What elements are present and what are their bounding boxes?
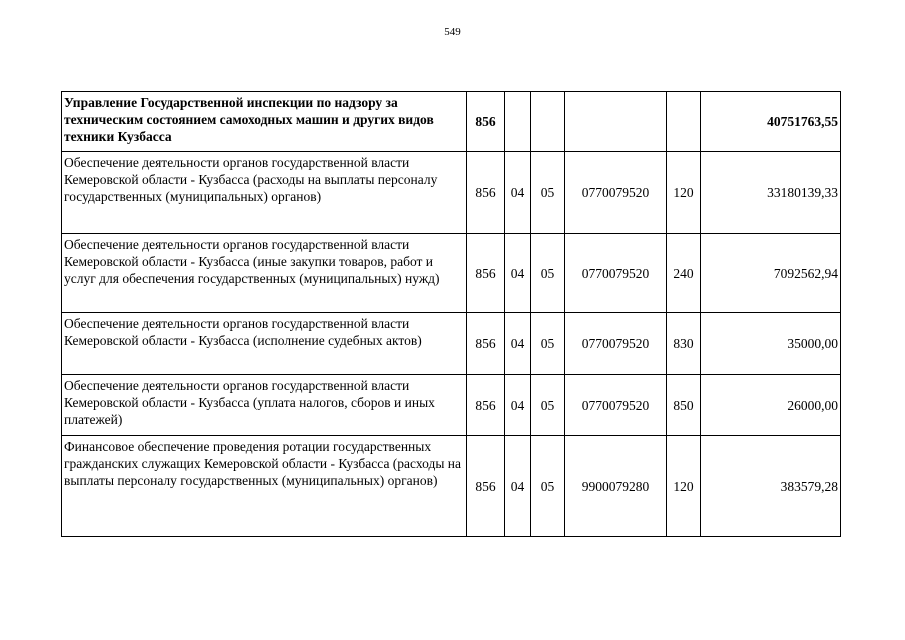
target-code: 0770079520: [565, 152, 667, 234]
row-name: Обеспечение деятельности органов государственной власти Кемеровской области - Кузбасса (иные закупки товаров, работ и услуг для обеспечения государственных (муниципальных) нужд): [62, 234, 467, 313]
ministry-code: 856: [467, 375, 505, 436]
amount: 33180139,33: [701, 152, 841, 234]
target-code: 9900079280: [565, 436, 667, 537]
amount: 26000,00: [701, 375, 841, 436]
ministry-code: 856: [467, 234, 505, 313]
section-code: 04: [505, 234, 531, 313]
row-name: Управление Государственной инспекции по надзору за техническим состоянием самоходных машин и других видов техники Кузбасса: [62, 92, 467, 152]
table-row: [62, 152, 841, 234]
target-code: 0770079520: [565, 313, 667, 375]
subsection-code: 05: [531, 375, 565, 436]
subsection-code: 05: [531, 313, 565, 375]
section-code: 04: [505, 375, 531, 436]
expense-type-code: 830: [667, 313, 701, 375]
ministry-code: 856: [467, 436, 505, 537]
row-name: Обеспечение деятельности органов государственной власти Кемеровской области - Кузбасса (расходы на выплаты персоналу государственных (муниципальных) органов): [62, 152, 467, 234]
ministry-code: 856: [467, 313, 505, 375]
amount: 40751763,55: [701, 92, 841, 152]
target-code: [565, 92, 667, 152]
table-row: [62, 436, 841, 537]
table-row: [62, 313, 841, 375]
target-code: 0770079520: [565, 375, 667, 436]
table-row: [62, 234, 841, 313]
subsection-code: 05: [531, 436, 565, 537]
amount: 7092562,94: [701, 234, 841, 313]
ministry-code: 856: [467, 92, 505, 152]
budget-table: [61, 91, 841, 537]
table-row: [62, 92, 841, 152]
row-name: Обеспечение деятельности органов государственной власти Кемеровской области - Кузбасса (исполнение судебных актов): [62, 313, 467, 375]
page-number: 549: [444, 26, 461, 38]
section-code: 04: [505, 152, 531, 234]
expense-type-code: 240: [667, 234, 701, 313]
amount: 383579,28: [701, 436, 841, 537]
target-code: 0770079520: [565, 234, 667, 313]
section-code: [505, 92, 531, 152]
expense-type-code: 120: [667, 436, 701, 537]
ministry-code: 856: [467, 152, 505, 234]
section-code: 04: [505, 436, 531, 537]
expense-type-code: [667, 92, 701, 152]
table-row: [62, 375, 841, 436]
subsection-code: 05: [531, 234, 565, 313]
row-name: Обеспечение деятельности органов государственной власти Кемеровской области - Кузбасса (уплата налогов, сборов и иных платежей): [62, 375, 467, 436]
expense-type-code: 850: [667, 375, 701, 436]
subsection-code: 05: [531, 152, 565, 234]
subsection-code: [531, 92, 565, 152]
section-code: 04: [505, 313, 531, 375]
amount: 35000,00: [701, 313, 841, 375]
row-name: Финансовое обеспечение проведения ротации государственных гражданских служащих Кемеровской области - Кузбасса (расходы на выплаты персоналу государственных (муниципальных) органов): [62, 436, 467, 537]
expense-type-code: 120: [667, 152, 701, 234]
